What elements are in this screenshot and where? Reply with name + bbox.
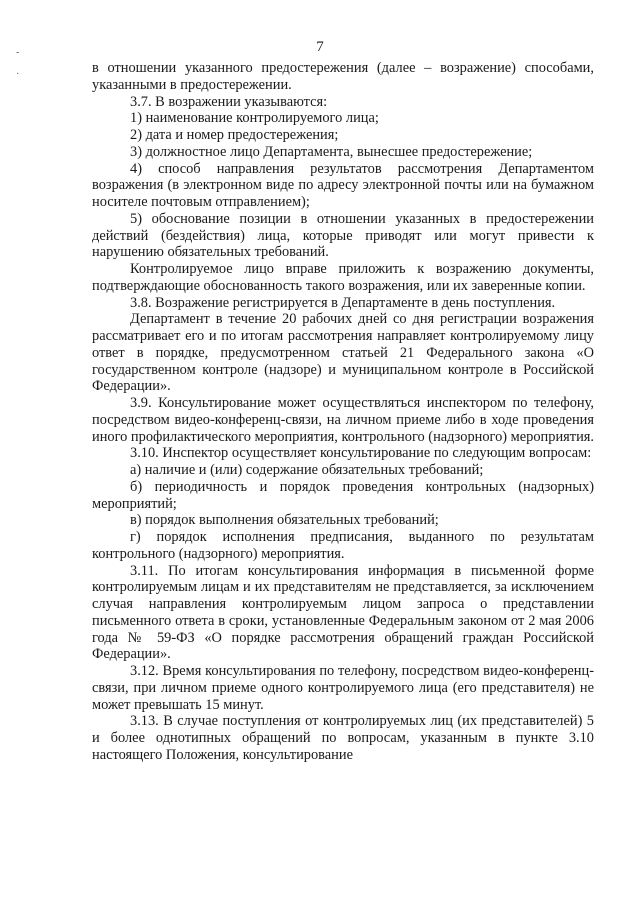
- paragraph: 4) способ направления результатов рассмотрения Департаментом возражения (в электронном виде по адресу электронной почты или на бумажном носителе почтовым отправлением);: [92, 160, 594, 210]
- paragraph: 3.7. В возражении указываются:: [130, 93, 328, 110]
- document-body: [92, 60, 594, 764]
- paragraph: 3.12. Время консультирования по телефону, посредством видео-конференц-связи, при личном приеме одного контролируемого лица (его представителя) не может превышать 15 минут.: [92, 663, 594, 713]
- paragraph: 3.13. В случае поступления от контролируемых лиц (их представителей) 5 и более однотипных обращений по вопросам, указанным в пункте 3.10 настоящего Положения, консультирование: [92, 713, 594, 763]
- page-number: 7: [316, 39, 324, 55]
- paragraph: а) наличие и (или) содержание обязательных требований;: [130, 462, 484, 478]
- paragraph: 3.11. По итогам консультирования информация в письменной форме контролируемым лицам и их представителям не представляется, за исключением случая направления контролируемым лицом запроса о представлении письменного ответа в сроки, установленные Федеральным законом от 2 мая 2006 года № 59-ФЗ «О порядке рассмотрения обращений граждан Российской Федерации».: [92, 562, 594, 663]
- paragraph: 3.9. Консультирование может осуществляться инспектором по телефону, посредством видео-конференц-связи, на личном приеме либо в ходе проведения иного профилактического мероприятия, контрольного (надзорного) мероприятия.: [92, 395, 594, 445]
- margin-mark: -: [16, 47, 20, 58]
- paragraph: б) периодичность и порядок проведения контрольных (надзорных) мероприятий;: [92, 478, 594, 512]
- paragraph: г) порядок исполнения предписания, выданного по результатам контрольного (надзорного) мероприятия.: [92, 529, 594, 562]
- paragraph: 3.10. Инспектор осуществляет консультирование по следующим вопросам:: [130, 445, 592, 462]
- paragraph: в) порядок выполнения обязательных требований;: [130, 512, 439, 529]
- paragraph: в отношении указанного предостережения (далее – возражение) способами, указанными в предостережении.: [92, 60, 594, 93]
- paragraph: 5) обоснование позиции в отношении указанных в предостережении действий (бездействия) лица, которые приводят или могут привести к нарушению обязательных требований.: [92, 210, 594, 261]
- paragraph: 2) дата и номер предостережения;: [130, 127, 339, 143]
- paragraph: Контролируемое лицо вправе приложить к возражению документы, подтверждающие обоснованность такого возражения, или их заверенные копии.: [92, 261, 594, 294]
- paragraph: 1) наименование контролируемого лица;: [130, 110, 379, 127]
- margin-mark: ·: [16, 69, 20, 80]
- paragraph: 3.8. Возражение регистрируется в Департаменте в день поступления.: [130, 294, 556, 311]
- paragraph: 3) должностное лицо Департамента, вынесшее предостережение;: [130, 143, 533, 160]
- paragraph: Департамент в течение 20 рабочих дней со дня регистрации возражения рассматривает его и по итогам рассмотрения направляет контролируемому лицу ответ в порядке, предусмотренном статьей 21 Федерального закона «О государственном контроле (надзоре) и муниципальном контроле в Российской Федерации».: [92, 311, 594, 395]
